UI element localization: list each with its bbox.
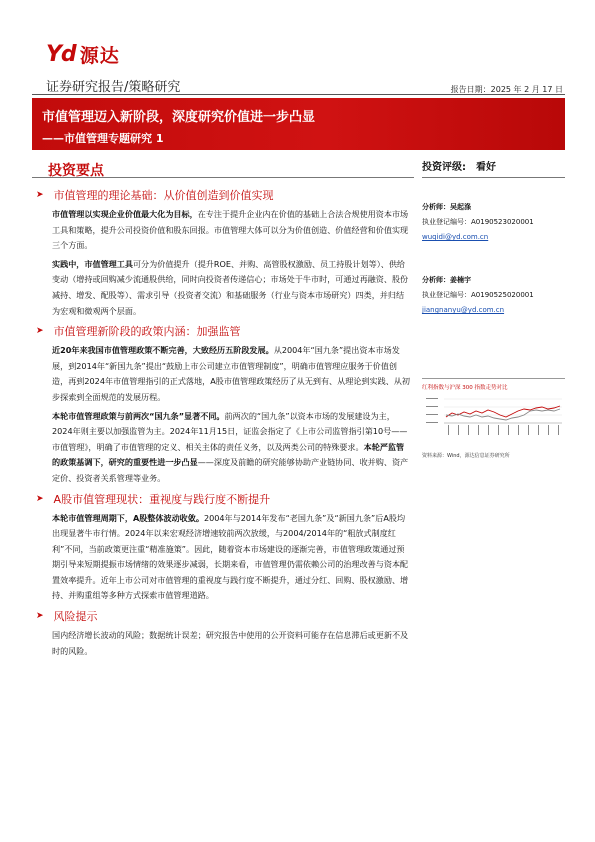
arrow-bullet-icon: ➤ (36, 493, 44, 504)
report-title: 市值管理迈入新阶段，深度研究价值进一步凸显 (42, 110, 316, 125)
report-date: 报告日期：2025 年 2 月 17 日 (450, 85, 563, 94)
paragraph: 本轮市值管理周期下，A股整体波动收敛。2004年与2014年发布“老国九条”及“新国九条”后A股均出现显著牛市行情。2024年以来宏观经济增速较前两次放缓，与2004/2014年的“粗放式制度红利”不同，当前政策更注重“精准施策”。因此，随着资本市场建设的逐渐完善，市值管理政策通过预期引导来短期提振市场情绪的效果逐步减弱，长期来看，市值管理仍需依赖公司的治理改善与资本配置效率提升。近年上市公司对市值管理的重视度与践行度不断提升，通过分红、回购、股权激励、增持、并购重组等多种方式探索市值管理道路。 (52, 512, 409, 601)
analyst-card (422, 200, 565, 245)
arrow-bullet-icon: ➤ (36, 326, 44, 337)
paragraph: 实践中，市值管理工具可分为价值提升（提升ROE、并购、高管股权激励、员工持股计划等）、供给变动（增持或回购减少流通股供给，同时向投资者传递信心；市场处于牛市时，可通过再融资、股份减持、增发、配股等）、需求引导（投资者交流）和基础服务（行业与资本市场研究）四类，并归结为宏观和微观两个层面。 (52, 258, 409, 316)
analyst-name: 分析师：姜楠宇 (422, 276, 471, 284)
bullet-heading: ➤ A股市值管理现状：重视度与践行度不断提升 (36, 492, 271, 506)
paragraph: 近20年来我国市值管理政策不断完善，大致经历五阶段发展。从2004年“国九条”提出资本市场发展，到2014年“新国九条”提出“鼓励上市公司建立市值管理制度”，明确市值管理应服务于价值创造，再到2024年市值管理指引的正式落地，A股市值管理政策经历了从无到有、从理论到实践、从初步探索到全面规范的发展历程。 (52, 345, 410, 402)
chart-source: 资料来源：Wind，源达信息证券研究所 (422, 453, 510, 459)
report-subtitle: ——市值管理专题研究 1 (42, 132, 164, 145)
analyst-email-link[interactable]: wuqidi@yd.com.cn (422, 233, 489, 241)
chart-title: 红利指数与沪深 300 指数走势对比 (422, 385, 508, 391)
investment-rating (422, 158, 496, 173)
arrow-bullet-icon: ➤ (36, 611, 44, 622)
rating-value: 看好 (476, 162, 496, 173)
sidebar-divider (422, 177, 565, 178)
section-divider (32, 177, 414, 178)
bullet-heading: ➤ 市值管理的理论基础：从价值创造到价值实现 (36, 189, 274, 202)
analyst-registration: 执业登记编号：A0190525020001 (422, 291, 534, 299)
paragraph: 国内经济增长波动的风险；数据统计误差；研究报告中使用的公开资料可能存在信息滞后或更新不及时的风险。 (52, 630, 409, 656)
paragraph: 本轮市值管理政策与前两次“国九条”显著不同。前两次的“国九条”以资本市场的发展建设为主，2024年则主要以加强监管为主。2024年11月15日，证监会指定了《上市公司监管指引第10号——市值管理》，明确了市值管理的定义、相关主体的责任义务，以及两类公司的特殊要求。本轮严监管的政策基调下，研究的重要性进一步凸显——深度及前瞻的研究能够协助产业链协同、收并购、资产定价、投资者关系管理等业务。 (52, 410, 409, 483)
chart-thumbnail (422, 393, 565, 453)
header-divider (32, 94, 565, 95)
company-logo (46, 42, 120, 66)
title-banner (32, 98, 565, 150)
logo-mark: Yd (46, 41, 76, 67)
analyst-card (422, 273, 565, 318)
logo-text: 源达 (79, 44, 120, 67)
bullet-heading: ➤ 风险提示 (36, 610, 98, 624)
analyst-email-link[interactable]: jiangnanyu@yd.com.cn (422, 306, 505, 314)
rating-label: 投资评级: (422, 162, 466, 173)
investment-highlights (36, 186, 410, 662)
analyst-sidebar (422, 200, 565, 318)
analyst-name: 分析师：吴起涤 (422, 203, 471, 211)
arrow-bullet-icon: ➤ (36, 190, 44, 200)
paragraph: 市值管理以实现企业价值最大化为目标，在专注于提升企业内在价值的基础上合法合规使用资本市场工具和策略，提升公司投资价值和股东回报。市值管理大体可以分为价值创造、价值经营和价值实现三个方面。 (52, 209, 409, 251)
analyst-registration: 执业登记编号：A0190523020001 (422, 218, 534, 226)
report-type: 证券研究报告/策略研究 (46, 80, 181, 95)
bullet-heading: ➤ 市值管理新阶段的政策内涵：加强监管 (36, 325, 241, 339)
section-heading: 投资要点 (48, 163, 104, 179)
